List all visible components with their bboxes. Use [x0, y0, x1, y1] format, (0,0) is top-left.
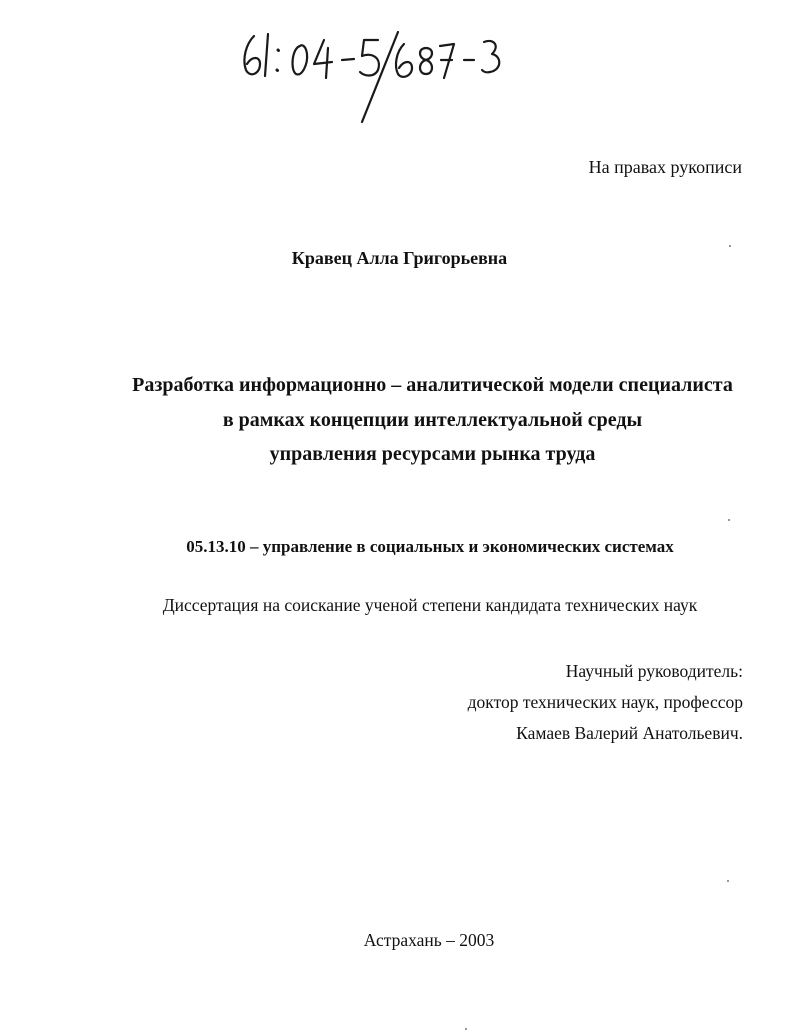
specialty-code: 05.13.10 – управление в социальных и экономических системах	[186, 537, 674, 556]
supervisor-name: Камаев Валерий Анатольевич.	[516, 723, 743, 743]
title-line-3: управления ресурсами рынка труда	[269, 443, 596, 465]
scan-speck	[729, 245, 731, 247]
title-line-2: в рамках концепции интеллектуальной среды	[222, 408, 643, 431]
handwritten-shelfmark-drawing	[232, 14, 522, 126]
supervisor-label: Научный руководитель:	[565, 661, 743, 681]
degree-statement: Диссертация на соискание ученой степени кандидата технических наук	[162, 595, 698, 615]
author-name: Кравец Алла Григорьевна	[291, 248, 508, 268]
title-line-1: Разработка информационно – аналитической модели специалиста	[132, 374, 733, 396]
dissertation-title	[60, 368, 799, 472]
scan-speck	[465, 1028, 467, 1030]
scan-speck	[728, 519, 730, 521]
handwritten-shelfmark	[232, 14, 522, 126]
rights-notice: На правах рукописи	[588, 157, 742, 177]
city-year: Астрахань – 2003	[363, 930, 495, 950]
scan-speck	[727, 880, 729, 882]
supervisor-degree: доктор технических наук, профессор	[467, 692, 743, 712]
supervisor-block	[468, 656, 743, 749]
